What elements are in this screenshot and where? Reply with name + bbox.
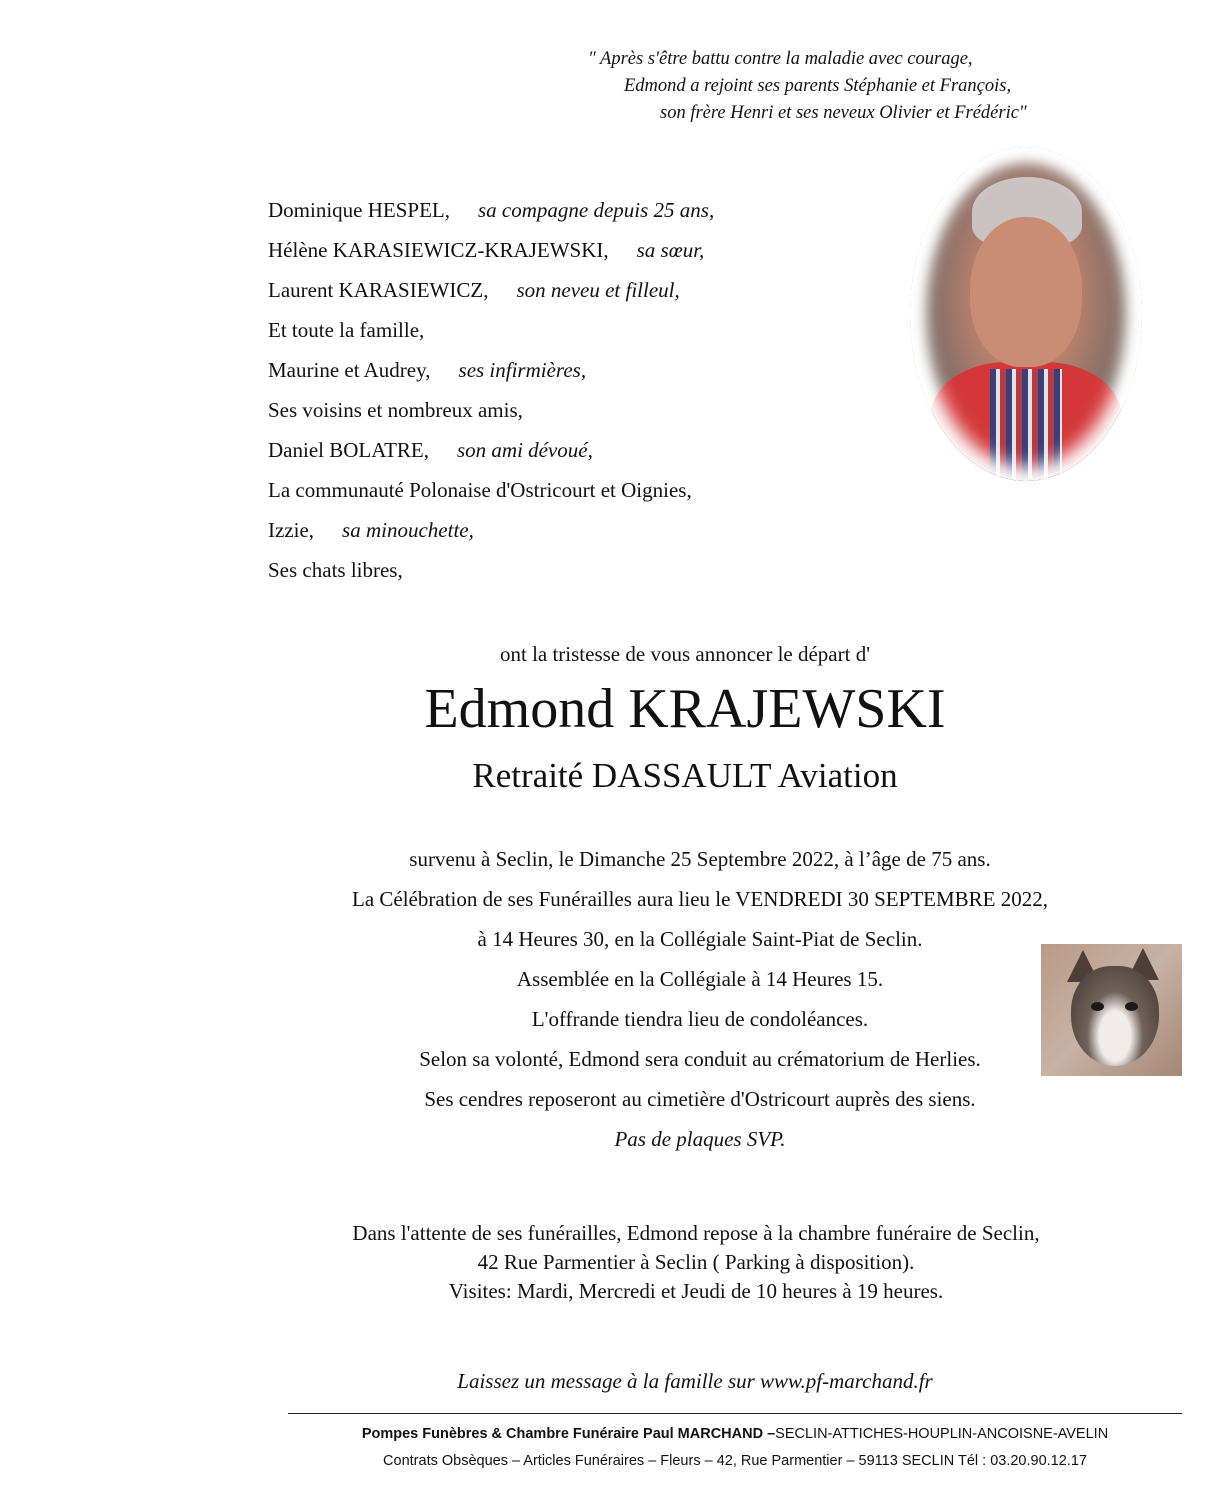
family-row	[268, 195, 888, 235]
family-role: ses infirmières,	[458, 358, 587, 382]
wake-line: Visites: Mardi, Mercredi et Jeudi de 10 heures à 19 heures.	[448, 1279, 944, 1303]
portrait-vignette	[910, 147, 1142, 481]
family-name: Izzie,	[268, 518, 315, 542]
detail-line: Assemblée en la Collégiale à 14 Heures 15.	[516, 967, 884, 991]
footer-line-1	[288, 1422, 1182, 1449]
family-role: sa minouchette,	[342, 518, 474, 542]
wake-info	[0, 1219, 1214, 1306]
footer-divider	[288, 1413, 1182, 1414]
cat-eye-right	[1125, 1002, 1138, 1011]
quote-line: Edmond a rejoint ses parents Stéphanie et François,	[624, 76, 1012, 96]
family-name: Daniel BOLATRE,	[268, 438, 429, 462]
family-row	[268, 355, 888, 395]
cat-eye-left	[1091, 1002, 1104, 1011]
funeral-home-towns: SECLIN-ATTICHES-HOUPLIN-ANCOISNE-AVELIN	[775, 1426, 1109, 1442]
portrait-photo	[910, 147, 1142, 481]
deceased-name: Edmond KRAJEWSKI	[424, 678, 946, 740]
wake-line: 42 Rue Parmentier à Seclin ( Parking à disposition).	[477, 1250, 915, 1274]
family-row	[268, 555, 888, 595]
family-name: Ses voisins et nombreux amis,	[268, 398, 523, 422]
family-row	[268, 435, 888, 475]
family-role: sa compagne depuis 25 ans,	[478, 198, 715, 222]
funeral-home-footer	[288, 1422, 1182, 1476]
deceased-title: Retraité DASSAULT Aviation	[472, 756, 898, 795]
family-name: Hélène KARASIEWICZ-KRAJEWSKI,	[268, 238, 609, 262]
family-role: son ami dévoué,	[456, 438, 593, 462]
family-role: sa sœur,	[636, 238, 705, 262]
detail-line: Ses cendres reposeront au cimetière d'Ostricourt auprès des siens.	[424, 1087, 976, 1111]
announcement-text: ont la tristesse de vous annoncer le départ d'	[499, 642, 870, 666]
detail-line: L'offrande tiendra lieu de condoléances.	[531, 1007, 869, 1031]
family-role: son neveu et filleul,	[516, 278, 680, 302]
family-name: Laurent KARASIEWICZ,	[268, 278, 489, 302]
wake-line: Dans l'attente de ses funérailles, Edmond repose à la chambre funéraire de Seclin,	[352, 1221, 1040, 1245]
family-name: Maurine et Audrey,	[268, 358, 431, 382]
family-name: Et toute la famille,	[268, 318, 425, 342]
quote-line: son frère Henri et ses neveux Olivier et Frédéric"	[660, 103, 1027, 123]
family-row	[268, 515, 888, 555]
footer-line-2: Contrats Obsèques – Articles Funéraires – Fleurs – 42, Rue Parmentier – 59113 SECLIN Tél : 03.20.90.12.17	[383, 1453, 1087, 1469]
family-row	[268, 395, 888, 435]
family-name: La communauté Polonaise d'Ostricourt et Oignies,	[268, 478, 692, 502]
detail-line: La Célébration de ses Funérailles aura lieu le VENDREDI 30 SEPTEMBRE 2022,	[352, 887, 1048, 911]
detail-line: Selon sa volonté, Edmond sera conduit au crématorium de Herlies.	[419, 1047, 981, 1071]
family-row	[268, 275, 888, 315]
funeral-details	[0, 843, 1214, 1163]
quote-line: " Après s'être battu contre la maladie avec courage,	[588, 49, 973, 69]
family-row	[268, 235, 888, 275]
family-name: Ses chats libres,	[268, 558, 403, 582]
detail-line: survenu à Seclin, le Dimanche 25 Septembre 2022, à l’âge de 75 ans.	[409, 847, 991, 871]
family-name: Dominique HESPEL,	[268, 198, 450, 222]
family-row	[268, 475, 888, 515]
detail-line: à 14 Heures 30, en la Collégiale Saint-Piat de Seclin.	[477, 927, 923, 951]
no-plaques-note: Pas de plaques SVP.	[614, 1127, 786, 1151]
family-list	[268, 195, 888, 595]
epitaph-quote	[560, 46, 1120, 127]
family-row	[268, 315, 888, 355]
cat-photo	[1041, 944, 1182, 1076]
condolence-message-link[interactable]: Laissez un message à la famille sur www.pf-marchand.fr	[457, 1369, 933, 1393]
funeral-home-name: Pompes Funèbres & Chambre Funéraire Paul MARCHAND –	[361, 1426, 776, 1442]
cat-head	[1071, 966, 1159, 1066]
